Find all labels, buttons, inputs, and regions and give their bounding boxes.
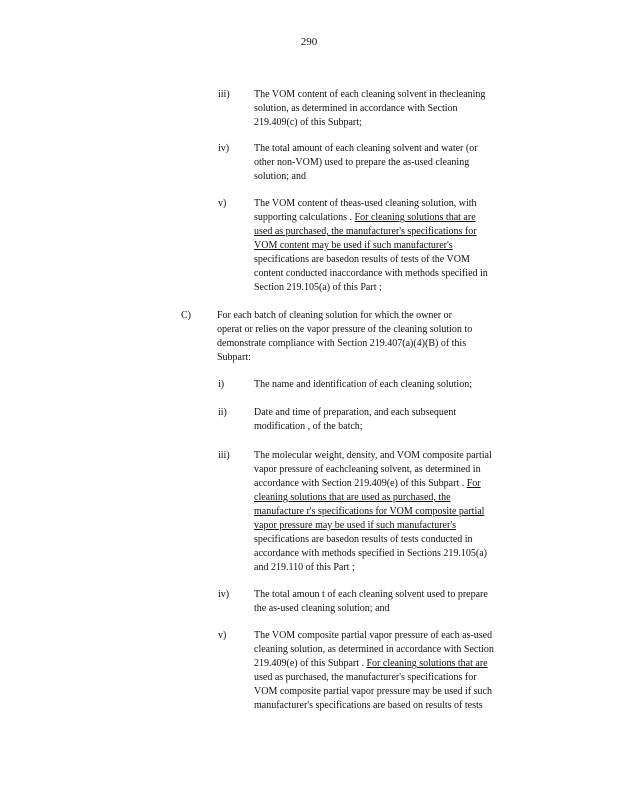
text-line: manufacture r's specifications for VOM composite partial bbox=[254, 506, 485, 517]
item-text bbox=[254, 142, 536, 184]
text-line: solution; and bbox=[254, 171, 306, 182]
text-line: 219.409(c) of this Subpart; bbox=[254, 117, 362, 128]
text-line: 219.409(e) of this Subpart . For cleaning solutions that are bbox=[254, 658, 488, 669]
text-line: and 219.110 of this Part ; bbox=[254, 562, 355, 573]
item-label: v) bbox=[218, 630, 227, 641]
text-line: The VOM content of theas-used cleaning solution, with bbox=[254, 198, 477, 209]
text-line: vapor pressure of eachcleaning solvent, as determined in bbox=[254, 464, 481, 475]
item-text bbox=[254, 378, 536, 392]
text-line: modification , of the batch; bbox=[254, 421, 363, 432]
text-line: VOM content may be used if such manufacturer's bbox=[254, 240, 453, 251]
text-line: operat or relies on the vapor pressure of the cleaning solution to bbox=[217, 324, 473, 335]
item-text bbox=[254, 449, 536, 575]
text-line: cleaning solution, as determined in accordance with Section bbox=[254, 644, 494, 655]
text-line: The name and identification of each cleaning solution; bbox=[254, 379, 472, 390]
item-label: ii) bbox=[218, 407, 227, 418]
page-number: 290 bbox=[300, 36, 318, 48]
text-line: supporting calculations . For cleaning solutions that are bbox=[254, 212, 476, 223]
text-line: demonstrate compliance with Section 219.407(a)(4)(B) of this bbox=[217, 338, 467, 349]
text-line: VOM composite partial vapor pressure may be used if such bbox=[254, 686, 492, 697]
item-label: v) bbox=[218, 198, 227, 209]
text-line: used as purchased, the manufacturer's specifications for bbox=[254, 672, 477, 683]
item-text bbox=[254, 629, 536, 713]
text-line: The molecular weight, density, and VOM composite partial bbox=[254, 450, 492, 461]
text-line: The VOM content of each cleaning solvent in thecleaning bbox=[254, 89, 486, 100]
text-line: the as-used cleaning solution; and bbox=[254, 603, 390, 614]
text-line: accordance with methods specified in Sections 219.105(a) bbox=[254, 548, 487, 559]
item-label: C) bbox=[181, 310, 191, 321]
text-line: solution, as determined in accordance with Section bbox=[254, 103, 458, 114]
text-line: specifications are basedon results of tests conducted in bbox=[254, 534, 473, 545]
text-line: content conducted inaccordance with methods specified in bbox=[254, 268, 488, 279]
item-label: iii) bbox=[218, 89, 230, 100]
text-line: manufacturer's specifications are based on results of tests bbox=[254, 700, 483, 711]
text-line: The VOM composite partial vapor pressure of each as-used bbox=[254, 630, 493, 641]
text-line: Section 219.105(a) of this Part ; bbox=[254, 282, 382, 293]
text-line: used as purchased, the manufacturer's specifications for bbox=[254, 226, 477, 237]
item-text bbox=[254, 88, 536, 130]
item-text bbox=[217, 309, 535, 365]
text-line: Subpart: bbox=[217, 352, 251, 363]
text-line: accordance with Section 219.409(e) of this Subpart . For bbox=[254, 478, 481, 489]
text-line: The total amount of each cleaning solvent and water (or bbox=[254, 143, 478, 154]
text-line: cleaning solutions that are used as purchased, the bbox=[254, 492, 451, 503]
text-line: The total amoun t of each cleaning solvent used to prepare bbox=[254, 589, 488, 600]
item-text bbox=[254, 197, 536, 295]
text-line: other non-VOM) used to prepare the as-used cleaning bbox=[254, 157, 470, 168]
item-label: iv) bbox=[218, 143, 230, 154]
text-line: For each batch of cleaning solution for which the owner or bbox=[217, 310, 452, 321]
item-label: i) bbox=[218, 379, 225, 390]
item-text bbox=[254, 406, 536, 434]
item-text bbox=[254, 588, 536, 616]
item-label: iii) bbox=[218, 450, 230, 461]
text-line: vapor pressure may be used if such manufacturer's bbox=[254, 520, 457, 531]
item-label: iv) bbox=[218, 589, 230, 600]
text-line: specifications are basedon results of tests of the VOM bbox=[254, 254, 470, 265]
text-line: Date and time of preparation, and each subsequent bbox=[254, 407, 457, 418]
